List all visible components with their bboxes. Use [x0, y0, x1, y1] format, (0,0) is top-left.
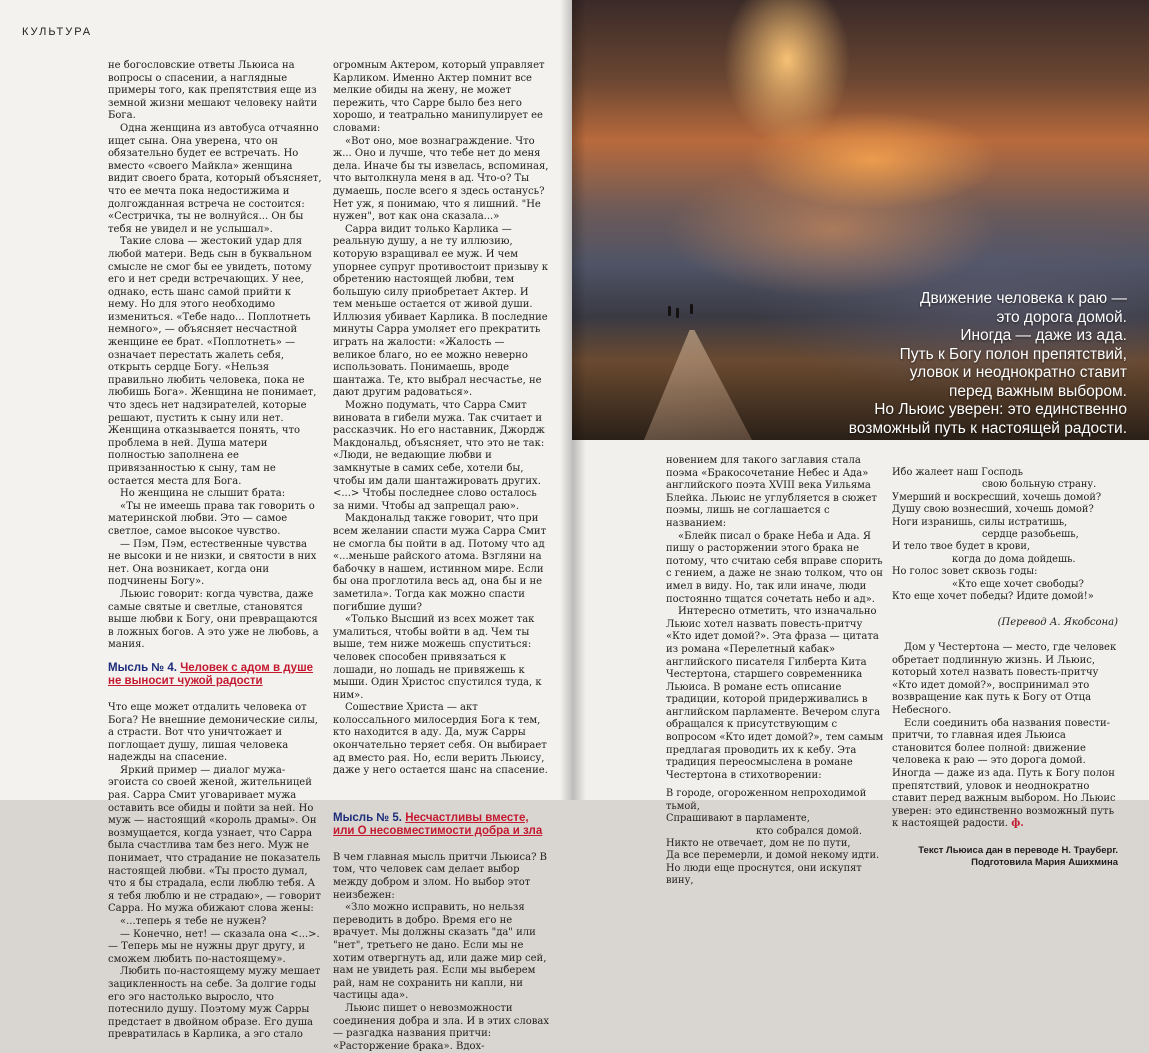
paragraph: «...теперь я тебе не нужен? [120, 916, 267, 927]
poem-line: Кто еще хочет победы? Идите домой!» [892, 591, 1094, 603]
paragraph: «Ты не имеешь права так говорить о материнской любви. Это — самое светлое, самое высокое чувство. [108, 500, 315, 537]
paragraph: «Вот оно, мое вознаграждение. Что ж... Оно и лучше, что тебе нет до меня дела. Иначе бы ты извелась, вспоминая, что вытолкнула меня в ад. Что-о? Ты думаешь, после всего я здесь останусь? Нет уж, я понимаю, что я лишний. "Не нужен", вот как она сказала...» [333, 135, 549, 223]
paragraph: Можно подумать, что Сарра Смит виновата в гибели мужа. Так считает и рассказчик. Но его наставник, Джордж Макдональд, объясняет, что это не так: «Люди, не ведающие любви и замкнутые в самих себе, хотели бы, чтобы им дали шантажировать других. <...> Чтобы последнее слово осталось за ними. Чтобы ад запрещал раю». [333, 400, 545, 512]
poem-line: Ибо жалеет наш Господь [892, 467, 1023, 478]
paragraph: Одна женщина из автобуса отчаянно ищет сына. Она уверена, что он обязательно будет ее встречать. Но вместо «своего Майкла» женщина видит своего брата, который объясняет, что ее мечта пока недостижима и долгожданная встреча не состоится: «Сестричка, ты не волнуйся... Он бы тебя не увидел и не услышал». [108, 122, 322, 235]
paragraph: не богословские ответы Льюиса на вопросы о спасении, а наглядные примеры того, как препятствия еще из земной жизни мешают человеку найти Бога. [108, 60, 318, 122]
paragraph: Такие слова — жестокий удар для любой матери. Ведь сын в буквальном смысле не смог бы ее увидеть, потому его и нет среди встречающих. У нее, однако, есть шанс самой прийти к нему. Но для этого необходимо измениться. «Тебе надо... Поплотнеть немного», — объясняет несчастной женщине ее брат. «Поплотнеть» — означает перестать жалеть себя, открыть сердце Богу. «Нельзя правильно любить человека, пока не любишь Бога». Женщина не понимает, что здесь нет надзирателей, которые решают, пустить к сыну или нет. Женщина отказывается понять, что проблема в ней. Душа матери полностью заполнена ее привязанностью к сыну, там не остается места для Бога. [108, 236, 317, 487]
heading-label: Мысль № 5. [333, 811, 402, 824]
paragraph: «Блейк писал о браке Неба и Ада. Я пишу о расторжении этого брака не потому, что считаю себя вправе спорить с гением, а даже не знаю толком, что он имел в виду. Но, так или иначе, люди постоянно тщатся сочетать небо и ад». [666, 530, 883, 605]
paragraph: Дом у Честертона — место, где человек обретает подлинную жизнь. И Льюис, который хотел назвать повесть-притчу «Кто идет домой?», воспринимал это возвращение как путь к Богу от Отца Небесного. [892, 642, 1117, 717]
poem-line: «Кто еще хочет свободы? [952, 578, 1084, 590]
paragraph: — Пэм, Пэм, естественные чувства не высоки и не низки, и святости в них нет. Она возникает, когда они подчинены Богу». [108, 538, 317, 588]
caption-line: Движение человека к раю — [919, 290, 1127, 307]
poem-line: Никто не отвечает, дом не по пути, [666, 838, 851, 850]
poem-block [892, 467, 1118, 603]
paragraph: новением для такого заглавия стала поэма «Бракосочетание Небес и Ада» английского поэта XVIII века Уильяма Блейка. Льюис не углубляется в сюжет поэмы, лишь не соглашается с названием: [666, 455, 877, 529]
poem-line: В городе, огороженном непроходимой тьмой, [666, 788, 867, 812]
paragraph: Льюис говорит: когда чувства, даже самые святые и светлые, становятся выше любви к Богу, они превращаются в ложных богов. А это уже не любовь, а мания. [108, 588, 319, 651]
heading-label: Мысль № 4. [108, 661, 177, 674]
paragraph: Любить по-настоящему мужу мешает зацикленность на себе. За долгие годы его эго настолько выросло, что потеснило душу. Поэтому муж Сарры предстает в двойном образе. Его душа превратилась в Карлика, а эго стало [108, 966, 321, 1041]
left-page [0, 0, 572, 1052]
paragraph: — Конечно, нет! — сказала она <...>. — Теперь мы не нужны друг другу, и сможем любить по-настоящему». [108, 928, 320, 965]
walker-figure [668, 306, 671, 316]
section-label: КУЛЬТУРА [22, 26, 93, 38]
poem-block [666, 788, 886, 887]
paragraph: «Только Высший из всех может так умалиться, чтобы войти в ад. Чем ты выше, тем ниже можешь спуститься: человек способен привязаться к лошади, но лошадь не привяжешь к мыши. Один Христос спустился туда, к ним». [333, 614, 542, 701]
end-mark: ф. [1011, 818, 1024, 830]
poem-line: сердце разобьешь, [982, 529, 1079, 541]
paragraph: Сарра видит только Карлика — реальную душу, а не ту иллюзию, которую взращивал ее муж. И чем упорнее супруг противостоит призыву к обретению настоящей любви, тем большую силу приобретает Актер. И тем меньше остается от живой души. Иллюзия убивает Карлика. В последние минуты Сарра умоляет его прекратить играть на жалости: «Жалость — великое благо, но ее можно неверно использовать. Понимаешь, вроде шантажа. Те, кто выбрал несчастье, не дают другим радоваться». [333, 223, 549, 399]
translation-credit: (Перевод А. Якобсона) [997, 617, 1118, 629]
paragraph: Сошествие Христа — акт колоссального милосердия Бога к тем, кто находится в аду. Да, муж Сарры окончательно теряет себя. Он выбирает ад вместо рая. Но, если верить Льюису, даже у него остается шанс на спасение. [333, 702, 548, 777]
poem-line: Но голос зовет сквозь годы: [892, 566, 1038, 578]
caption-line: возможный путь к настоящей радости. [848, 419, 1127, 437]
poem-line: Душу свою вознесший, хочешь домой? [892, 504, 1094, 516]
caption-line: это дорога домой. [996, 308, 1127, 326]
paragraph: В чем главная мысль притчи Льюиса? В том, что человек сам делает выбор между добром и злом. Но выбор этот неизбежен: [333, 851, 547, 901]
paragraph-text: Если соединить оба названия повести-притчи, то главная идея Льюиса становится более полной: движение человека к раю — это дорога домой. Иногда — даже из ада. Путь к Богу полон препятствий, уловок и неоднократно ставит перед важным выбором. Но Льюис уверен: это единственно возможный путь к настоящей радости. [892, 717, 1116, 830]
poem-line: кто собрался домой. [756, 825, 863, 837]
poem-line: Но люди еще проснутся, они искупят вину, [666, 862, 862, 887]
poem-line: И тело твое будет в крови, [892, 541, 1030, 553]
heading-text: Несчастливы вместе, или О несовместимости добра и зла [333, 811, 543, 837]
walker-figure [676, 308, 679, 318]
sunset-road-photo [572, 0, 1149, 440]
right-page [572, 0, 1149, 887]
poem-line: Спрашивают в парламенте, [666, 813, 810, 825]
poem-line: Да все перемерли, и домой некому идти. [666, 850, 880, 862]
paragraph: «Зло можно исправить, но нельзя переводить в добро. Время его не врачует. Мы должны сказать "да" или "нет", третьего не дано. Если мы не хотим отвергнуть ад, или даже мир сей, нам не увидеть рая. Если мы выберем рай, нам не сохранить ни капли, ни частицы ада». [333, 902, 547, 1002]
section-heading-4 [108, 662, 322, 688]
paragraph: Макдональд также говорит, что при всем желании спасти мужа Сарра Смит не смогла бы пойти в ад. Потому что ад «...меньше райского атома. Взгляни на бабочку в нашем, истинном мире. Если бы она проглотила весь ад, она бы и не заметила». Тогда как можно спасти погибшие души? [333, 513, 547, 613]
paragraph: огромным Актером, который управляет Карликом. Именно Актер помнит все мелкие обиды на жену, не может пережить, что Сарре было без него хорошо, и театрально манипулирует ее словами: [333, 60, 545, 134]
poem-line: свою больную страну. [982, 479, 1097, 491]
credit-line: Текст Льюиса дан в переводе Н. Трауберг. [918, 844, 1118, 856]
road-shape [632, 330, 752, 440]
right-column-1 [666, 455, 886, 887]
paragraph: Яркий пример — диалог мужа-эгоиста со своей женой, жительницей рая. Сарра Смит уговаривает мужа оставить все обиды и пойти за ней. Но муж — настоящий «король драмы». Он возмущается, когда узнает, что Сарра была счастлива там без него. Муж не понимает, что страдание не показатель настоящей любви. «Ты просто думал, что я бы страдала, если люблю тебя. А я тебя люблю и не страдаю», — говорит Сарра. Но мужа обижают слова жены: [108, 764, 321, 915]
caption-line: Иногда — даже из ада. [960, 327, 1127, 344]
right-column-2 [892, 467, 1118, 868]
paragraph: Интересно отметить, что изначально Льюис хотел назвать повесть-притчу «Кто идет домой?». Эта фраза — цитата из романа «Перелетный кабак» английского писателя Гилберта Кита Честертона, старшего современника Льюиса. В романе есть описание традиции, которой придерживались в английском парламенте. Вечером слуга обращался к присутствующим с вопросом «Кто идет домой?», тем самым предлагая проводить их к кебу. Эта традиция переосмыслена в романе Честертона в стихотворении: [666, 606, 884, 781]
caption-line: уловок и неоднократно ставит [909, 364, 1127, 381]
poem-line: Ноги изранишь, силы истратишь, [892, 516, 1068, 528]
caption-line: перед важным выбором. [948, 382, 1127, 400]
credit-line: Подготовила Мария Ашихмина [971, 856, 1118, 868]
caption-line: Путь к Богу полон препятствий, [899, 345, 1127, 363]
paragraph: Льюис пишет о невозможности соединения добра и зла. И в этих словах — разгадка названия притчи: «Расторжение брака». Вдох- [333, 1002, 550, 1052]
walker-figure [690, 304, 693, 314]
caption-line: Но Льюис уверен: это единственно [874, 401, 1127, 418]
left-column-2 [333, 60, 550, 1052]
paragraph [892, 718, 1118, 831]
section-heading-5 [333, 812, 549, 838]
poem-line: Умерший и воскресший, хочешь домой? [892, 491, 1102, 503]
heading-text: Человек с адом в душе не выносит чужой радости [108, 661, 314, 687]
photo-caption [827, 290, 1127, 438]
paragraph: Но женщина не слышит брата: [120, 488, 286, 500]
author-credit [892, 845, 1118, 869]
paragraph: Что еще может отдалить человека от Бога? Не внешние демонические силы, а страсти. Вот что уничтожает и поглощает душу, лишая человека надежды на спасение. [108, 701, 318, 764]
poem-line: когда до дома дойдешь. [952, 553, 1076, 565]
left-column-1 [108, 60, 322, 1041]
